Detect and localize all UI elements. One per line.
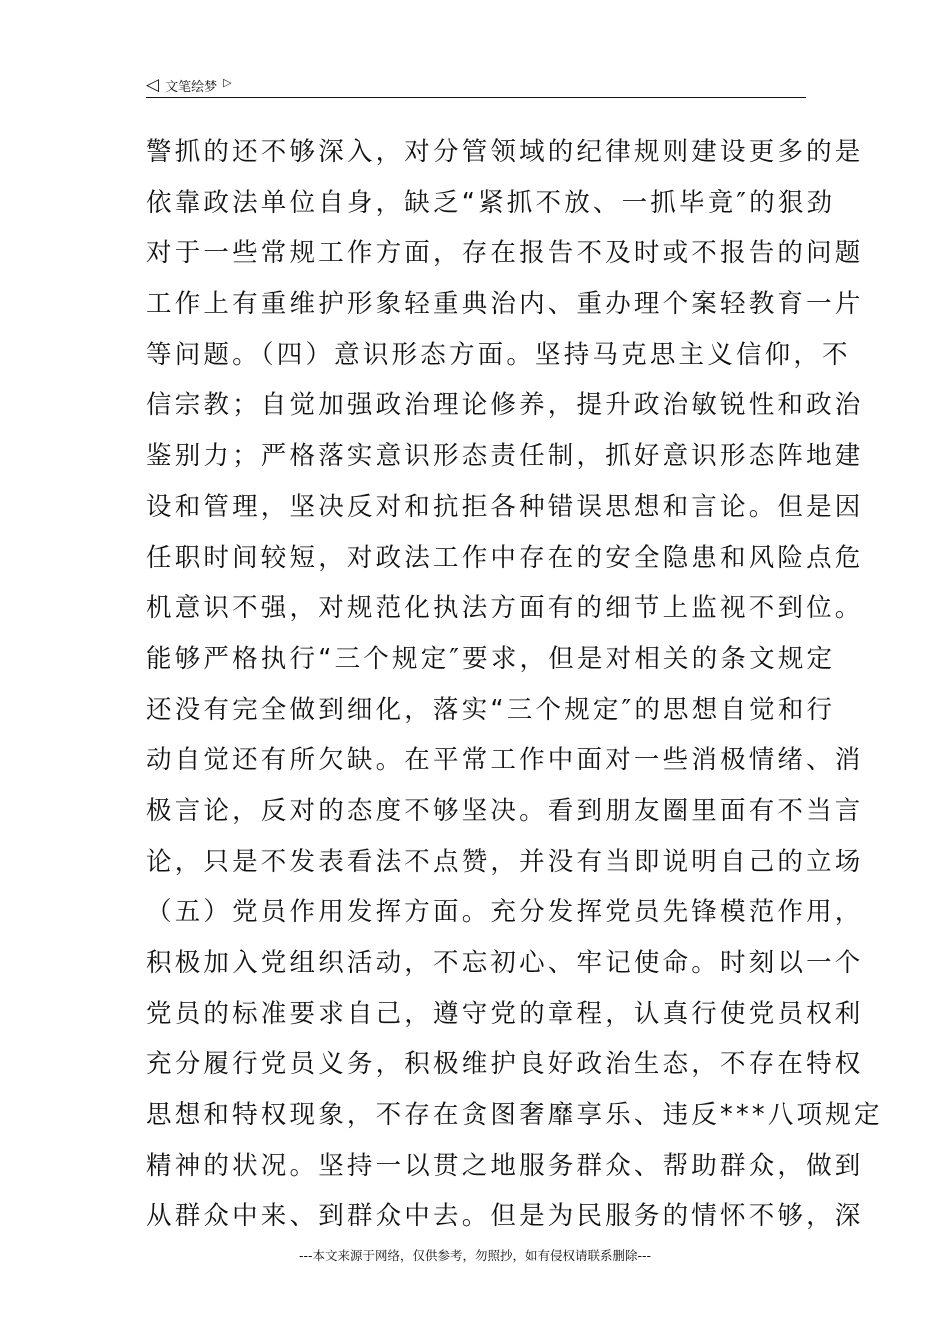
text-line: 动自觉还有所欠缺。在平常工作中面对一些消极情绪、消	[146, 745, 864, 776]
text-line: 极言论，反对的态度不够坚决。看到朋友圈里面有不当言	[146, 795, 864, 826]
text-line: 任职时间较短，对政法工作中存在的安全隐患和风险点危	[146, 542, 864, 573]
text-line: 依靠政法单位自身，缺乏“紧抓不放、一抓毕竟″的狠劲	[146, 187, 836, 218]
text-line: 对于一些常规工作方面，存在报告不及时或不报告的问题	[146, 238, 864, 269]
footer-disclaimer: ---本文来源于网络，仅供参考，勿照抄，如有侵权请联系删除---	[298, 1248, 652, 1263]
text-line: 警抓的还不够深入，对分管领域的纪律规则建设更多的是	[146, 137, 864, 167]
text-line: 充分履行党员义务，积极维护良好政治生态，不存在特权	[146, 1049, 864, 1080]
text-line: 从群众中来、到群众中去。但是为民服务的情怀不够，深	[146, 1201, 864, 1232]
text-line: 工作上有重维护形象轻重典治内、重办理个案轻教育一片	[146, 289, 864, 320]
text-line: （五）党员作用发挥方面。充分发挥党员先锋模范作用，	[146, 897, 864, 928]
page-header	[146, 72, 806, 98]
text-line: 能够严格执行“三个规定″要求，但是对相关的条文规定	[146, 643, 836, 674]
text-line: 思想和特权现象，不存在贪图奢靡享乐、违反***八项规定	[146, 1100, 883, 1131]
text-line: 党员的标准要求自己，遵守党的章程，认真行使党员权利	[146, 998, 864, 1029]
header-title: 文笔绘梦	[165, 79, 218, 95]
text-line: 精神的状况。坚持一以贯之地服务群众、帮助群众，做到	[146, 1150, 864, 1181]
text-line: 信宗教；自觉加强政治理论修养，提升政治敏锐性和政治	[146, 390, 864, 421]
text-line: 鉴别力；严格落实意识形态责任制，抓好意识形态阵地建	[146, 441, 864, 472]
document-body	[146, 130, 883, 1245]
triangle-left-icon: ◁	[146, 74, 160, 95]
text-line: 积极加入党组织活动，不忘初心、牢记使命。时刻以一个	[146, 948, 864, 978]
text-line: 机意识不强，对规范化执法方面有的细节上监视不到位。	[146, 593, 864, 624]
text-line: 等问题。（四）意识形态方面。坚持马克思主义信仰，不	[146, 339, 851, 370]
triangle-right-icon: ▷	[223, 75, 232, 89]
text-line: 论，只是不发表看法不点赞，并没有当即说明自己的立场	[146, 846, 864, 877]
text-line: 设和管理，坚决反对和抗拒各种错误思想和言论。但是因	[146, 491, 864, 522]
text-line: 还没有完全做到细化，落实“三个规定″的思想自觉和行	[146, 694, 836, 725]
header-divider	[146, 97, 806, 98]
